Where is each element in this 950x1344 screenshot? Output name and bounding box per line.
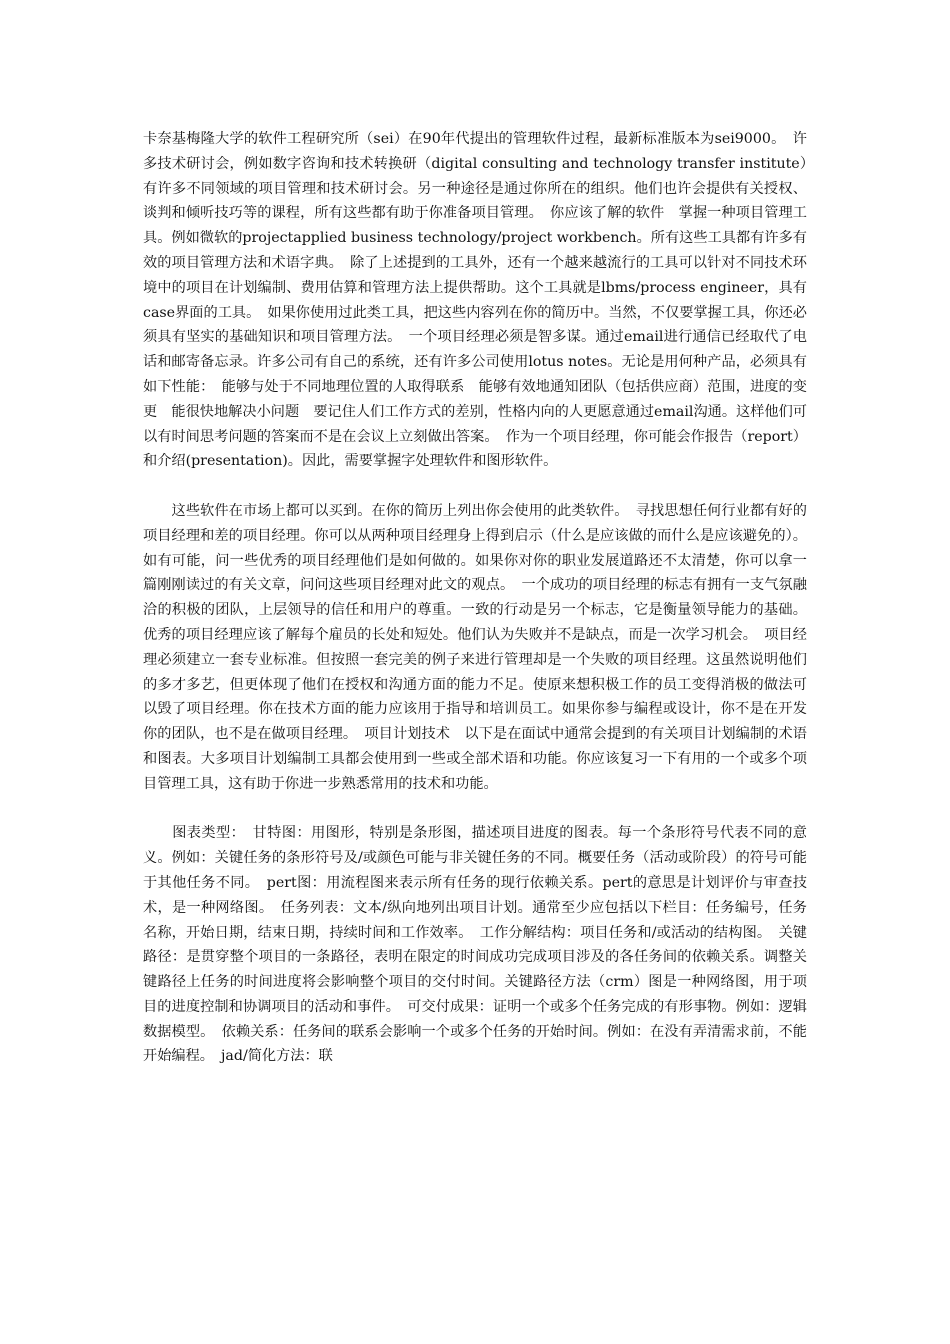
body-paragraph-3: 图表类型： 甘特图：用图形，特别是条形图，描述项目进度的图表。每一个条形符号代表不同的意义。例如：关键任务的条形符号及/或颜色可能与非关键任务的不同。概要任务（活动或阶段）的符号可能于其他任务不同。 pert图：用流程图来表示所有任务的现行依赖关系。pert的意思是计划评价与审查技术，是一种网络图。 任务列表：文本/纵向地列出项目计划。通常至少应包括以下栏目：任务编号，任务名称，开始日期，结束日期，持续时间和工作效率。 工作分解结构：项目任务和/或活动的结构图。 关键路径：是贯穿整个项目的一条路径，表明在限定的时间成功完成项目涉及的各任务间的依赖关系。调整关键路径上任务的时间进度将会影响整个项目的交付时间。关键路径方法（crm）图是一种网络图，用于项目的进度控制和协调项目的活动和事件。 可交付成果：证明一个或多个任务完成的有形事物。例如：逻辑数据模型。 依赖关系：任务间的联系会影响一个或多个任务的开始时间。例如：在没有弄清需求前，不能开始编程。 jad/简化方法：联 — [143, 825, 807, 1065]
document-page — [143, 127, 807, 1069]
body-paragraph-1: 卡奈基梅隆大学的软件工程研究所（sei）在90年代提出的管理软件过程，最新标准版本为sei9000。 许多技术研讨会，例如数字咨询和技术转换研（digital consulting and technology transfer institute）有许多不同领域的项目管理和技术研讨会。另一种途径是通过你所在的组织。他们也许会提供有关授权、谈判和倾听技巧等的课程，所有这些都有助于你准备项目管理。 你应该了解的软件 掌握一种项目管理工具。例如微软的projectapplied business technology/project workbench。所有这些工具都有许多有效的项目管理方法和术语字典。 除了上述提到的工具外，还有一个越来越流行的工具可以针对不同技术环境中的项目在计划编制、费用估算和管理方法上提供帮助。这个工具就是lbms/process engineer，具有case界面的工具。 如果你使用过此类工具，把这些内容列在你的简历中。当然，不仅要掌握工具，你还必须具有坚实的基础知识和项目管理方法。 一个项目经理必须是智多谋。通过email进行通信已经取代了电话和邮寄备忘录。许多公司有自己的系统，还有许多公司使用lotus notes。无论是用何种产品，必须具有如下性能： 能够与处于不同地理位置的人取得联系 能够有效地通知团队（包括供应商）范围，进度的变更 能很快地解决小问题 要记住人们工作方式的差别，性格内向的人更愿意通过email沟通。这样他们可以有时间思考问题的答案而不是在会议上立刻做出答案。 作为一个项目经理，你可能会作报告（report）和介绍(presentation)。因此，需要掌握字处理软件和图形软件。 — [143, 131, 807, 470]
body-paragraph-2: 这些软件在市场上都可以买到。在你的简历上列出你会使用的此类软件。 寻找思想任何行业都有好的项目经理和差的项目经理。你可以从两种项目经理身上得到启示（什么是应该做的而什么是应该避免的）。如有可能，问一些优秀的项目经理他们是如何做的。如果你对你的职业发展道路还不太清楚，你可以拿一篇刚刚读过的有关文章，问问这些项目经理对此文的观点。 一个成功的项目经理的标志有拥有一支气氛融洽的积极的团队，上层领导的信任和用户的尊重。一致的行动是另一个标志，它是衡量领导能力的基础。优秀的项目经理应该了解每个雇员的长处和短处。他们认为失败并不是缺点，而是一次学习机会。 项目经理必须建立一套专业标准。但按照一套完美的例子来进行管理却是一个失败的项目经理。这虽然说明他们的多才多艺，但更体现了他们在授权和沟通方面的能力不足。使原来想积极工作的员工变得消极的做法可以毁了项目经理。你在技术方面的能力应该用于指导和培训员工。如果你参与编程或设计，你不是在开发你的团队，也不是在做项目经理。 项目计划技术 以下是在面试中通常会提到的有关项目计划编制的术语和图表。大多项目计划编制工具都会使用到一些或全部术语和功能。你应该复习一下有用的一个或多个项目管理工具，这有助于你进一步熟悉常用的技术和功能。 — [143, 502, 807, 792]
